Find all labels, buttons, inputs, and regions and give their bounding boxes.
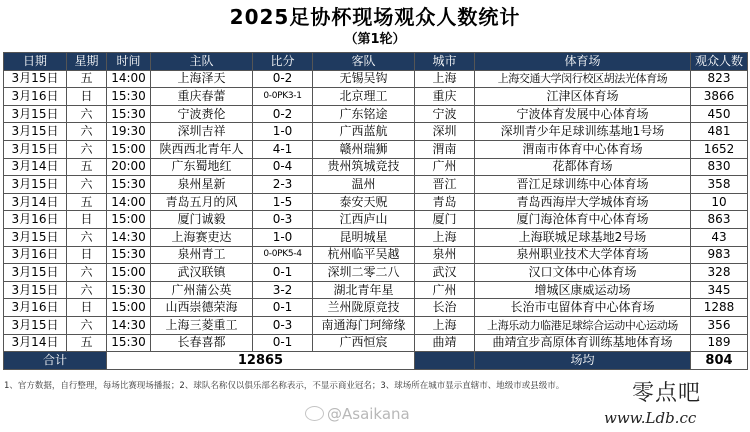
- cell-home-team: 广东蜀地红: [151, 158, 253, 176]
- cell-city: 渭南: [415, 140, 475, 158]
- attendance-table: [3, 52, 748, 370]
- column-header-score: 比分: [253, 53, 313, 71]
- cell-city: 广州: [415, 281, 475, 299]
- cell-attendance: 3866: [691, 88, 748, 106]
- table-row: [4, 88, 748, 106]
- cell-attendance: 823: [691, 70, 748, 88]
- cell-weekday: 六: [67, 281, 107, 299]
- cell-time: 14:30: [107, 316, 151, 334]
- cell-away-team: 南通海门珂缔缘: [313, 316, 415, 334]
- cell-time: 14:30: [107, 228, 151, 246]
- cell-attendance: 356: [691, 316, 748, 334]
- cell-attendance: 450: [691, 105, 748, 123]
- cell-time: 15:00: [107, 140, 151, 158]
- cell-time: 14:00: [107, 70, 151, 88]
- cell-score: 4-1: [253, 140, 313, 158]
- cell-time: 15:30: [107, 246, 151, 264]
- table-row: [4, 264, 748, 282]
- cell-weekday: 六: [67, 176, 107, 194]
- cell-attendance: 1288: [691, 299, 748, 317]
- column-header-city: 城市: [415, 53, 475, 71]
- cell-attendance: 189: [691, 334, 748, 352]
- page-title: 2025足协杯现场观众人数统计: [229, 5, 521, 29]
- cell-home-team: 武汉联镇: [151, 264, 253, 282]
- cell-date: 3月15日: [4, 105, 67, 123]
- cell-date: 3月16日: [4, 246, 67, 264]
- cell-time: 19:30: [107, 123, 151, 141]
- cell-score: 0-4: [253, 158, 313, 176]
- cell-city: 武汉: [415, 264, 475, 282]
- cell-score: 0-2: [253, 105, 313, 123]
- cell-away-team: 广西恒宸: [313, 334, 415, 352]
- column-header-attendance: 观众人数: [691, 53, 748, 71]
- table-row: [4, 281, 748, 299]
- cell-city: 上海: [415, 70, 475, 88]
- column-header-time: 时间: [107, 53, 151, 71]
- cell-stadium: 长治市屯留体育中心体育场: [475, 299, 691, 317]
- cell-date: 3月15日: [4, 140, 67, 158]
- cell-home-team: 泉州星新: [151, 176, 253, 194]
- cell-score: 1-0: [253, 123, 313, 141]
- cell-city: 晋江: [415, 176, 475, 194]
- table-row: [4, 140, 748, 158]
- cell-away-team: 无锡吴钩: [313, 70, 415, 88]
- page-subtitle: （第1轮）: [344, 32, 406, 47]
- average-value: 804: [691, 352, 748, 370]
- cell-date: 3月15日: [4, 316, 67, 334]
- table-row: [4, 176, 748, 194]
- cell-away-team: 深圳二零二八: [313, 264, 415, 282]
- cell-city: 曲靖: [415, 334, 475, 352]
- cell-city: 泉州: [415, 246, 475, 264]
- cell-attendance: 328: [691, 264, 748, 282]
- cell-away-team: 江西庐山: [313, 211, 415, 229]
- cell-city: 上海: [415, 228, 475, 246]
- cell-home-team: 上海泽天: [151, 70, 253, 88]
- cell-away-team: 广东铭途: [313, 105, 415, 123]
- cell-attendance: 983: [691, 246, 748, 264]
- cell-weekday: 五: [67, 158, 107, 176]
- cell-away-team: 广西蓝航: [313, 123, 415, 141]
- cell-score: 0-0PK5-4: [253, 246, 313, 264]
- cell-attendance: 43: [691, 228, 748, 246]
- cell-score: 0-1: [253, 299, 313, 317]
- cell-away-team: 北京理工: [313, 88, 415, 106]
- cell-home-team: 陕西西北青年人: [151, 140, 253, 158]
- cell-weekday: 六: [67, 264, 107, 282]
- table-row: [4, 299, 748, 317]
- cell-time: 15:30: [107, 176, 151, 194]
- site-logo-text: 零点吧: [632, 381, 702, 406]
- cell-weekday: 六: [67, 140, 107, 158]
- column-header-away-team: 客队: [313, 53, 415, 71]
- table-row: [4, 246, 748, 264]
- cell-stadium: 青岛西海岸大学城体育场: [475, 193, 691, 211]
- table-row: [4, 105, 748, 123]
- cell-stadium: 晋江足球训练中心体育场: [475, 176, 691, 194]
- cell-stadium: 增城区康威运动场: [475, 281, 691, 299]
- cell-city: 上海: [415, 316, 475, 334]
- cell-attendance: 10: [691, 193, 748, 211]
- cell-stadium: 汉口文体中心体育场: [475, 264, 691, 282]
- weibo-icon: [305, 406, 324, 421]
- cell-time: 15:30: [107, 334, 151, 352]
- cell-away-team: 杭州临平吴越: [313, 246, 415, 264]
- table-row: [4, 316, 748, 334]
- cell-weekday: 六: [67, 105, 107, 123]
- table-row: [4, 211, 748, 229]
- cell-time: 15:30: [107, 88, 151, 106]
- cell-away-team: 湖北青年星: [313, 281, 415, 299]
- table-row: [4, 228, 748, 246]
- cell-time: 15:00: [107, 264, 151, 282]
- cell-date: 3月14日: [4, 334, 67, 352]
- cell-away-team: 贵州筑城竞技: [313, 158, 415, 176]
- cell-city: 青岛: [415, 193, 475, 211]
- cell-date: 3月15日: [4, 123, 67, 141]
- cell-stadium: 花都体育场: [475, 158, 691, 176]
- cell-home-team: 山西崇德荣海: [151, 299, 253, 317]
- column-header-home-team: 主队: [151, 53, 253, 71]
- cell-score: 0-0PK3-1: [253, 88, 313, 106]
- table-row: [4, 123, 748, 141]
- cell-away-team: 昆明城星: [313, 228, 415, 246]
- cell-date: 3月15日: [4, 281, 67, 299]
- cell-date: 3月15日: [4, 176, 67, 194]
- cell-home-team: 泉州青工: [151, 246, 253, 264]
- table-row: [4, 334, 748, 352]
- cell-attendance: 1652: [691, 140, 748, 158]
- cell-date: 3月15日: [4, 264, 67, 282]
- cell-city: 广州: [415, 158, 475, 176]
- cell-weekday: 五: [67, 334, 107, 352]
- cell-stadium: 渭南市体育中心体育场: [475, 140, 691, 158]
- average-label: 场均: [475, 352, 691, 370]
- cell-home-team: 上海赛吏达: [151, 228, 253, 246]
- cell-home-team: 广州蒲公英: [151, 281, 253, 299]
- cell-home-team: 重庆春蕾: [151, 88, 253, 106]
- cell-weekday: 日: [67, 246, 107, 264]
- cell-time: 15:30: [107, 281, 151, 299]
- total-spacer: [415, 352, 475, 370]
- cell-attendance: 863: [691, 211, 748, 229]
- cell-stadium: 曲靖宜步高原体育训练基地体育场: [475, 334, 691, 352]
- cell-time: 15:00: [107, 299, 151, 317]
- cell-weekday: 日: [67, 88, 107, 106]
- cell-away-team: 赣州瑞狮: [313, 140, 415, 158]
- cell-date: 3月14日: [4, 193, 67, 211]
- cell-score: 0-1: [253, 334, 313, 352]
- cell-attendance: 345: [691, 281, 748, 299]
- total-label: 合计: [4, 352, 107, 370]
- cell-score: 3-2: [253, 281, 313, 299]
- watermark-text: @Asaikana: [327, 405, 410, 423]
- cell-city: 宁波: [415, 105, 475, 123]
- cell-score: 0-2: [253, 70, 313, 88]
- cell-weekday: 五: [67, 193, 107, 211]
- cell-score: 0-3: [253, 211, 313, 229]
- cell-home-team: 宁波赉伦: [151, 105, 253, 123]
- cell-home-team: 上海三菱重工: [151, 316, 253, 334]
- total-sum: 12865: [107, 352, 415, 370]
- table-row: [4, 193, 748, 211]
- cell-stadium: 宁波体育发展中心体育场: [475, 105, 691, 123]
- footnote: 1、官方数据，自行整理，每场比赛现场播报；2、球队名称仅以俱乐部名称表示，不显示商业冠名；3、球场所在城市显示直辖市、地级市或县级市。: [4, 381, 565, 391]
- cell-city: 重庆: [415, 88, 475, 106]
- cell-stadium: 上海乐动力临港足球综合运动中心运动场: [475, 316, 691, 334]
- cell-city: 厦门: [415, 211, 475, 229]
- cell-date: 3月14日: [4, 158, 67, 176]
- cell-date: 3月16日: [4, 211, 67, 229]
- cell-score: 0-1: [253, 264, 313, 282]
- cell-home-team: 深圳吉祥: [151, 123, 253, 141]
- cell-date: 3月16日: [4, 88, 67, 106]
- cell-away-team: 泰安天贶: [313, 193, 415, 211]
- cell-time: 15:30: [107, 105, 151, 123]
- cell-home-team: 青岛五月的风: [151, 193, 253, 211]
- cell-weekday: 五: [67, 70, 107, 88]
- table-row: [4, 158, 748, 176]
- cell-weekday: 六: [67, 228, 107, 246]
- cell-weekday: 六: [67, 123, 107, 141]
- cell-weekday: 六: [67, 316, 107, 334]
- cell-score: 0-3: [253, 316, 313, 334]
- cell-stadium: 江津区体育场: [475, 88, 691, 106]
- cell-time: 14:00: [107, 193, 151, 211]
- cell-stadium: 上海交通大学闵行校区胡法光体育场: [475, 70, 691, 88]
- cell-stadium: 上海联城足球基地2号场: [475, 228, 691, 246]
- cell-city: 长治: [415, 299, 475, 317]
- table-row: [4, 70, 748, 88]
- cell-date: 3月15日: [4, 228, 67, 246]
- cell-attendance: 830: [691, 158, 748, 176]
- cell-date: 3月16日: [4, 299, 67, 317]
- cell-attendance: 358: [691, 176, 748, 194]
- site-logo-url: www.Ldb.cc: [604, 409, 697, 427]
- cell-time: 15:00: [107, 211, 151, 229]
- watermark: [305, 405, 410, 423]
- cell-home-team: 厦门诚毅: [151, 211, 253, 229]
- column-header-weekday: 星期: [67, 53, 107, 71]
- cell-away-team: 温州: [313, 176, 415, 194]
- table-header-row: [4, 53, 748, 71]
- cell-away-team: 兰州陇原竞技: [313, 299, 415, 317]
- cell-score: 1-0: [253, 228, 313, 246]
- cell-city: 深圳: [415, 123, 475, 141]
- total-row: [4, 352, 748, 370]
- cell-attendance: 481: [691, 123, 748, 141]
- cell-date: 3月15日: [4, 70, 67, 88]
- cell-time: 20:00: [107, 158, 151, 176]
- cell-stadium: 深圳青少年足球训练基地1号场: [475, 123, 691, 141]
- cell-weekday: 日: [67, 211, 107, 229]
- column-header-date: 日期: [4, 53, 67, 71]
- cell-score: 1-5: [253, 193, 313, 211]
- cell-stadium: 泉州职业技术大学体育场: [475, 246, 691, 264]
- cell-weekday: 日: [67, 299, 107, 317]
- cell-score: 2-3: [253, 176, 313, 194]
- column-header-stadium: 体育场: [475, 53, 691, 71]
- cell-home-team: 长春喜都: [151, 334, 253, 352]
- cell-stadium: 厦门海沧体育中心体育场: [475, 211, 691, 229]
